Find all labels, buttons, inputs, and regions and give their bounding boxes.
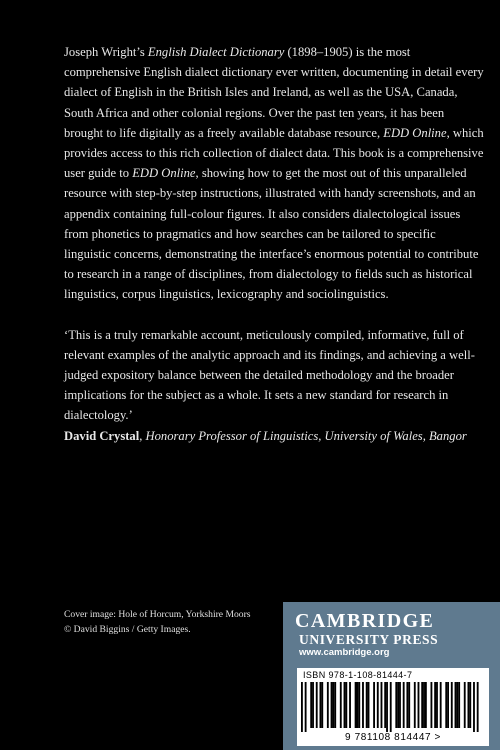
isbn-label: ISBN 978-1-108-81444-7 [303,670,413,680]
description-text: (1898–1905) is the most comprehensive English dialect dictionary ever written, documenting in detail every dialect of English in the British Isles and Ireland, as well as the USA, Canada, South Africa and other colonial regions. Over the past ten years, it has been brought to life digitally as a freely available database resource, [64,45,484,140]
barcode-box [297,668,489,746]
resource-name: EDD Online [132,166,196,181]
description-paragraph [64,42,484,305]
credit-line: © David Biggins / Getty Images. [64,623,191,635]
quote-text: ‘This is a truly remarkable account, meticulously compiled, informative, full of relevant examples of the analytic approach and its findings, and achieving a well-judged expository balance between the detailed methodology and the broader implications for the subject as a whole. It sets a new standard for research in dialectology.’ [64,327,475,423]
credit-line: Cover image: Hole of Horcum, Yorkshire Moors [64,609,251,620]
barcode-digits: 9 781108 814447 > [345,732,441,743]
author-name: Joseph Wright’s [64,45,148,59]
publisher-subname: UNIVERSITY PRESS [299,632,439,647]
endorsement-attribution: David Crystal, Honorary Professor of Linguistics, University of Wales, Bangor [64,428,467,443]
publisher-website: www.cambridge.org [299,647,390,658]
barcode-icon [301,682,485,732]
endorser-affiliation: Honorary Professor of Linguistics, University of Wales, Bangor [145,428,467,443]
back-cover-blurb [64,42,484,446]
resource-name: EDD Online [383,125,447,140]
publisher-panel [283,602,500,750]
description-text: , showing how to get the most out of this unparalleled resource with step-by-step instructions, illustrated with handy screenshots, and an appendix containing full-colour figures. It also considers dialectological issues from phonetics to pragmatics and how searches can be tailored to specific linguistic concerns, demonstrating the interface’s enormous potential to contribute to research in a range of disciplines, from dialectology to fields such as historical linguistics, corpus linguistics, lexicography and sociolinguistics. [64,166,479,302]
publisher-logo [295,610,475,647]
cover-image-credit [64,608,284,637]
endorser-name: David Crystal [64,428,140,443]
publisher-name: CAMBRIDGE [295,610,435,632]
book-title: English Dialect Dictionary [147,45,285,59]
endorsement-quote [64,325,484,446]
description-text: , which provides access to this rich collection of dialect data. This book is a comprehensive user guide to [64,125,484,181]
